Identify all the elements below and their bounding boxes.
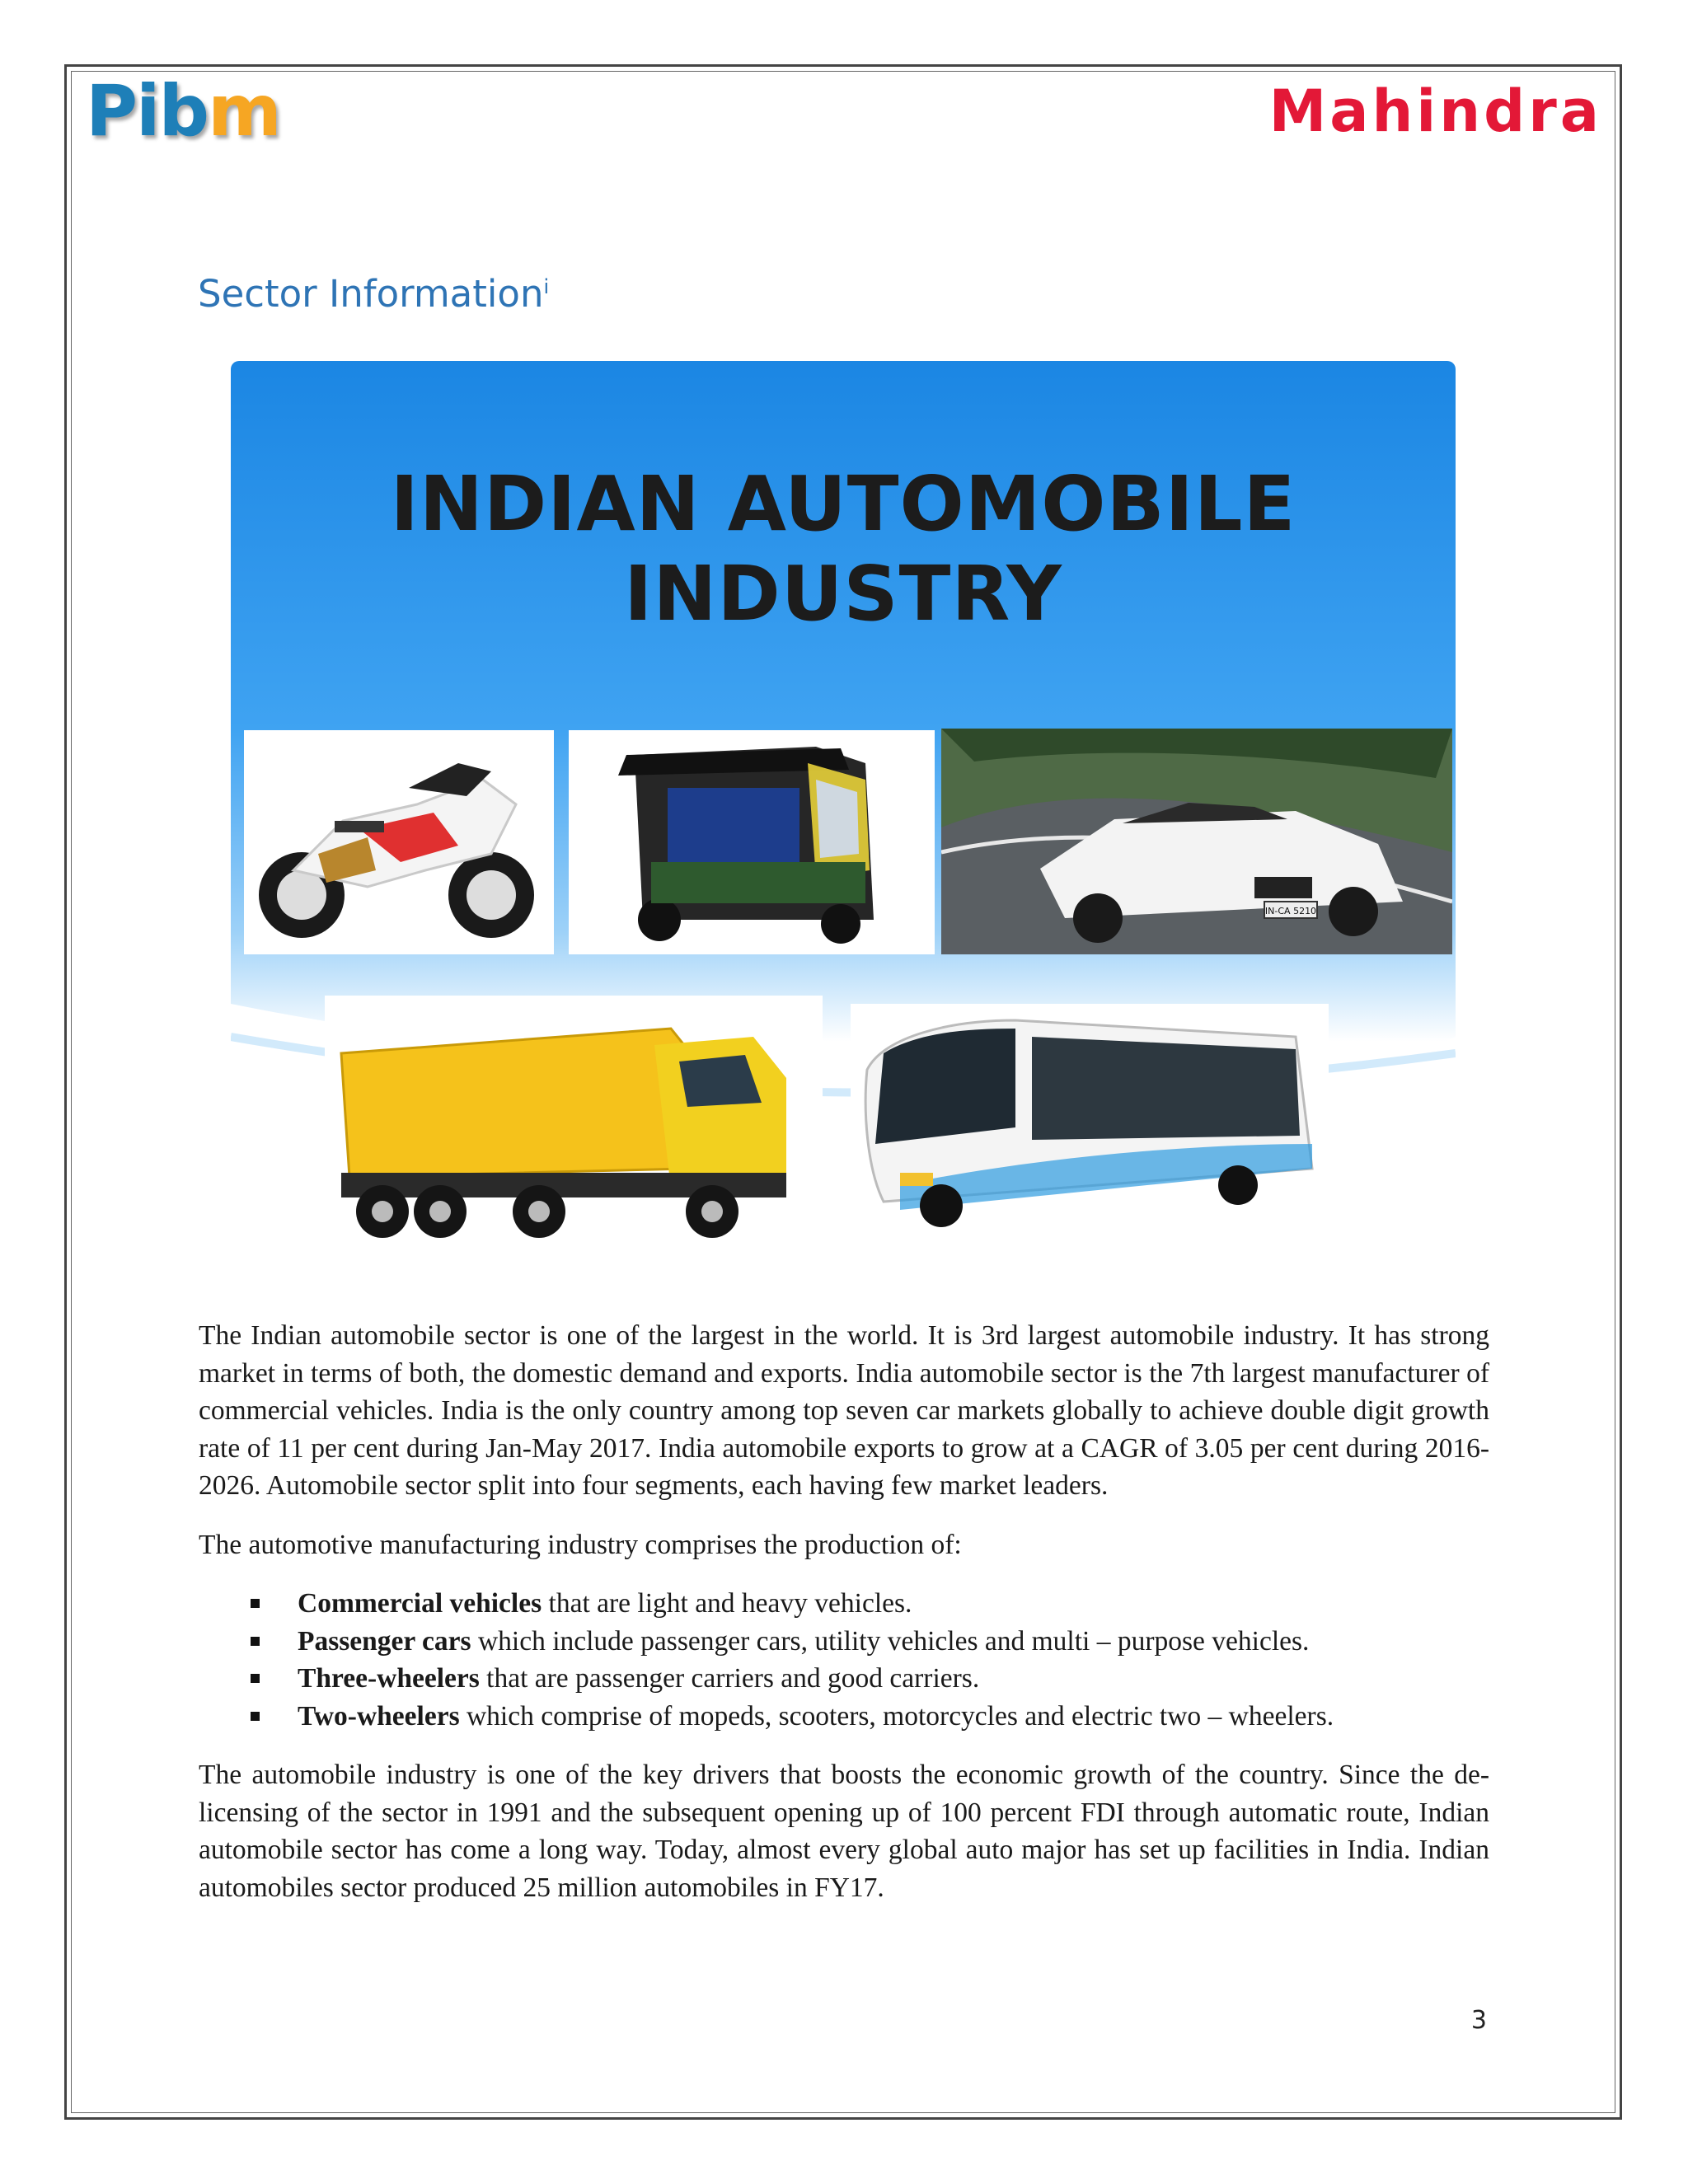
list-item-term: Two-wheelers (298, 1700, 460, 1732)
list-item-text: which include passenger cars, utility vehicles and multi – purpose vehicles. (471, 1625, 1310, 1657)
banner-title (231, 460, 1456, 639)
car-number-plate: IN-CA 5210 (1264, 906, 1317, 916)
list-item-term: Three-wheelers (298, 1663, 480, 1694)
pibm-logo-part-2: ib (136, 70, 209, 152)
paragraph-segments-intro: The automotive manufacturing industry comprises the production of: (199, 1529, 962, 1560)
motorcycle-image (244, 730, 554, 954)
pibm-logo-part-1: P (86, 70, 137, 152)
document-body (199, 1317, 1489, 1928)
list-item-term: Commercial vehicles (298, 1588, 542, 1619)
banner-title-line-2: INDUSTRY (624, 549, 1062, 638)
banner-title-line-1: INDIAN AUTOMOBILE (390, 460, 1296, 548)
list-item (199, 1585, 1489, 1623)
auto-rickshaw-image (569, 730, 935, 954)
segment-list (199, 1585, 1489, 1735)
page-number: 3 (1470, 2006, 1487, 2035)
pibm-logo (86, 70, 280, 152)
list-item (199, 1660, 1489, 1698)
list-item-text: which comprise of mopeds, scooters, motorcycles and electric two – wheelers. (459, 1700, 1334, 1732)
list-item (199, 1698, 1489, 1736)
mahindra-logo: Mahindra (1268, 77, 1602, 145)
list-item (199, 1623, 1489, 1661)
list-item-text: that are passenger carriers and good carriers. (479, 1663, 980, 1694)
paragraph-intro: The Indian automobile sector is one of the largest in the world. It is 3rd largest automobile industry. It has strong market in terms of both, the domestic demand and exports. India automobile sector is the 7th largest manufacturer of commercial vehicles. India is the only country among top seven car markets globally to achieve double digit growth rate of 11 per cent during Jan-May 2017. India automobile exports to grow at a CAGR of 3.05 per cent during 2016-2026. Automobile sector split into four segments, each having few market leaders. (199, 1320, 1489, 1501)
automobile-industry-banner (231, 361, 1456, 1281)
bus-image (851, 1004, 1329, 1243)
heading-footnote-marker: i (543, 275, 550, 298)
dump-truck-image (325, 996, 823, 1274)
pibm-logo-part-3: m (208, 70, 280, 152)
list-item-text: that are light and heavy vehicles. (542, 1588, 912, 1619)
section-heading-text: Sector Information (198, 272, 544, 316)
paragraph-growth: The automobile industry is one of the key drivers that boosts the economic growth of the country. Since the de-licensing of the sector in 1991 and the subsequent opening up of 100 percent FDI through automatic route, Indian automobile sector has come a long way. Today, almost every global auto major has set up facilities in India. Indian automobiles sector produced 25 million automobiles in FY17. (199, 1760, 1489, 1903)
section-heading (198, 272, 549, 316)
list-item-term: Passenger cars (298, 1625, 471, 1657)
convertible-car-image (941, 729, 1452, 954)
